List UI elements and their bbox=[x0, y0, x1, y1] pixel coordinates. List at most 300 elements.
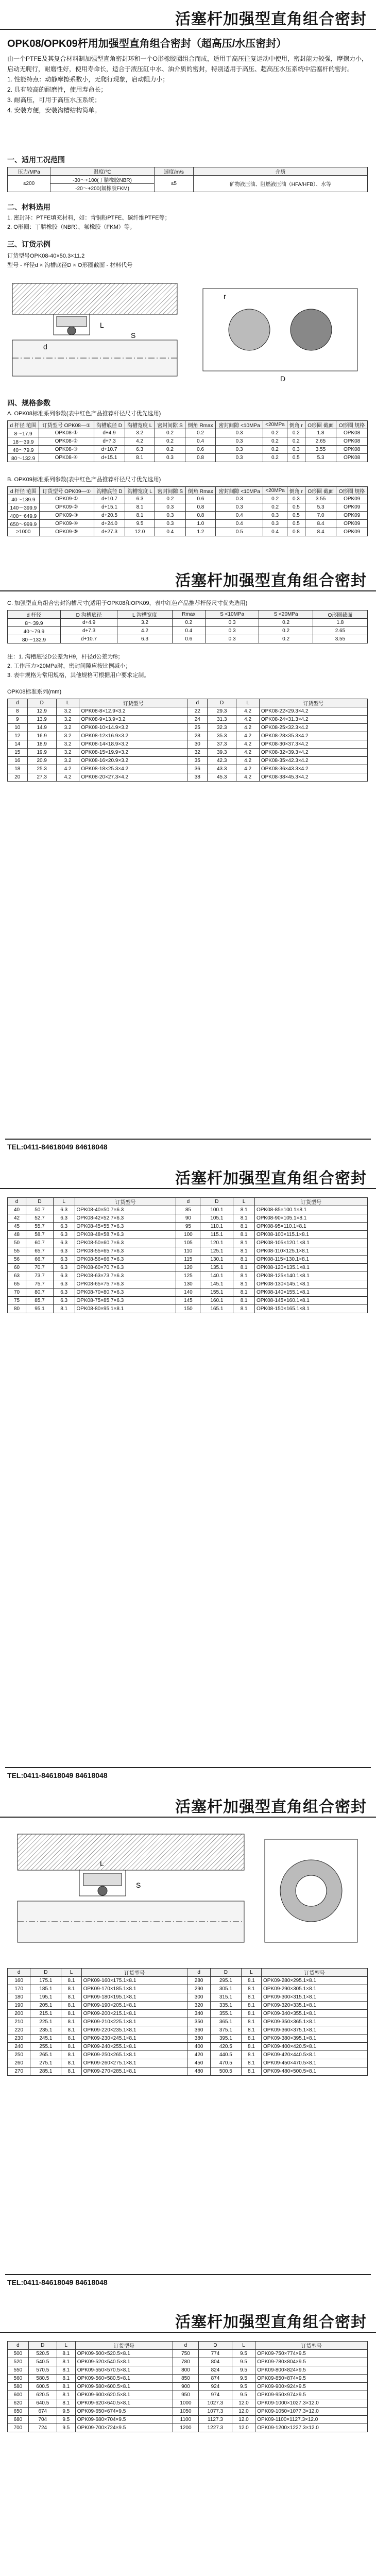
table-cell: OPK09-850×874×9.5 bbox=[255, 2375, 368, 2383]
table-cell: 70.7 bbox=[26, 1264, 54, 1272]
col-header: L bbox=[56, 699, 79, 707]
table-cell: OPK09-170×185.1×8.1 bbox=[81, 1985, 187, 1993]
table-cell: 40～139.9 bbox=[8, 495, 40, 503]
table-cell: 12 bbox=[8, 732, 28, 740]
table-cell: OPK08-③ bbox=[39, 446, 94, 454]
table-cell: OPK09-⑤ bbox=[39, 528, 94, 536]
table-cell: 874 bbox=[199, 2375, 232, 2383]
table-cell: OPK08-60×70.7×6.3 bbox=[75, 1264, 176, 1272]
table-cell: 0.5 bbox=[287, 512, 305, 520]
table-row bbox=[8, 1280, 368, 1289]
table-cell: 0.4 bbox=[185, 437, 216, 446]
table-cell: OPK09-500×520.5×8.1 bbox=[75, 2350, 173, 2358]
table-cell: 6.3 bbox=[53, 1223, 75, 1231]
table-cell: 0.4 bbox=[263, 528, 287, 536]
table-cell: 824 bbox=[199, 2366, 232, 2375]
table-cell: 8.4 bbox=[305, 528, 336, 536]
table-cell: 9.5 bbox=[232, 2375, 255, 2383]
table-cell: 0.4 bbox=[216, 512, 263, 520]
table-cell: OPK08-95×110.1×8.1 bbox=[254, 1223, 367, 1231]
table-cell: 275.1 bbox=[30, 2059, 61, 2067]
table-cell: OPK09-350×365.1×8.1 bbox=[262, 2018, 368, 2026]
col-header: d bbox=[8, 2342, 29, 2350]
table-cell: 3.55 bbox=[305, 446, 336, 454]
col-header: <20MPa bbox=[263, 487, 287, 495]
table-row bbox=[8, 1247, 368, 1256]
table-cell: OPK09-560×580.5×8.1 bbox=[75, 2375, 173, 2383]
table-cell: 52.7 bbox=[26, 1214, 54, 1223]
table-cell: 55 bbox=[8, 1247, 26, 1256]
col-header: O形圈截面 bbox=[313, 611, 367, 619]
table-cell: 4.2 bbox=[236, 740, 259, 749]
col-header: L bbox=[233, 1198, 255, 1206]
table-cell: OPK08-30×37.3×4.2 bbox=[259, 740, 367, 749]
table-cell: 620.5 bbox=[28, 2391, 57, 2399]
table-cell: OPK08-90×105.1×8.1 bbox=[254, 1214, 367, 1223]
table-cell: 0.2 bbox=[155, 446, 185, 454]
table-cell: 58.7 bbox=[26, 1231, 54, 1239]
table-cell: OPK08-18×25.3×4.2 bbox=[79, 765, 187, 773]
table-cell: 950 bbox=[173, 2391, 198, 2399]
table-cell: 42.3 bbox=[208, 757, 236, 765]
table-cell: 0.2 bbox=[263, 503, 287, 512]
table-cell: 8.1 bbox=[241, 2010, 261, 2018]
groove-table bbox=[7, 610, 368, 643]
table-cell: 600 bbox=[8, 2391, 29, 2399]
installation-diagram bbox=[7, 1824, 368, 1958]
table-cell: OPK09-290×305.1×8.1 bbox=[262, 1985, 368, 1993]
table-cell: 6.3 bbox=[53, 1264, 75, 1272]
col-header: 沟槽底径 D bbox=[94, 487, 125, 495]
col-header: 密封间隙 S bbox=[155, 487, 185, 495]
table-row bbox=[8, 716, 368, 724]
table-cell: 28 bbox=[187, 732, 208, 740]
table-row bbox=[8, 2059, 368, 2067]
table-cell: 160 bbox=[8, 1977, 30, 1985]
table-cell: OPK08-75×85.7×6.3 bbox=[75, 1297, 176, 1305]
col-header: 订货型号 bbox=[81, 1969, 187, 1977]
table-cell: OPK08-65×75.7×6.3 bbox=[75, 1280, 176, 1289]
section-heading-1: 一、适用工况范围 bbox=[7, 156, 65, 164]
table-cell: 650 bbox=[8, 2408, 29, 2416]
table-cell: OPK08-12×16.9×3.2 bbox=[79, 732, 187, 740]
col-header: 订货型号 bbox=[79, 699, 187, 707]
table-row bbox=[8, 627, 368, 635]
table-cell: 0.3 bbox=[216, 429, 263, 437]
table-cell: 6.3 bbox=[125, 495, 155, 503]
table-cell: OPK09-480×500.5×8.1 bbox=[262, 2067, 368, 2076]
cell-temp-nbr: -30～+100(丁腈橡胶NBR) bbox=[50, 176, 155, 184]
table-cell: OPK09-360×375.1×8.1 bbox=[262, 2026, 368, 2035]
table-cell: 6.3 bbox=[53, 1297, 75, 1305]
table-cell: 80～132.9 bbox=[8, 454, 39, 462]
table-cell: 4.2 bbox=[236, 707, 259, 716]
table-cell: 8.1 bbox=[57, 2375, 75, 2383]
table-cell: OPK08-40×50.7×6.3 bbox=[75, 1206, 176, 1214]
col-header: L bbox=[61, 1969, 81, 1977]
table-cell: 145 bbox=[176, 1297, 200, 1305]
table-cell: 45.3 bbox=[208, 773, 236, 782]
table-row bbox=[8, 2375, 368, 2383]
table-cell: 0.3 bbox=[155, 503, 185, 512]
table-cell: d+4.9 bbox=[60, 619, 117, 627]
table-cell: 320 bbox=[187, 2002, 210, 2010]
table-cell: 63 bbox=[8, 1272, 26, 1280]
table-cell: 650～999.9 bbox=[8, 520, 40, 528]
table-cell: 3.2 bbox=[56, 732, 79, 740]
page-1 bbox=[0, 0, 376, 562]
table-cell: 3.2 bbox=[125, 429, 155, 437]
table-cell: OPK08-100×115.1×8.1 bbox=[254, 1231, 367, 1239]
table-cell: 900 bbox=[173, 2383, 198, 2391]
feature-item: 4. 安装方便，安装沟槽结构简单。 bbox=[7, 107, 101, 114]
table-cell: 335.1 bbox=[210, 2002, 241, 2010]
col-header: Rmax bbox=[172, 611, 205, 619]
table-cell: 4.2 bbox=[236, 749, 259, 757]
table-cell: OPK08 bbox=[336, 446, 368, 454]
table-cell: 3.55 bbox=[305, 495, 336, 503]
table-cell: 6.3 bbox=[53, 1231, 75, 1239]
table-cell: OPK09-680×704×9.5 bbox=[75, 2416, 173, 2424]
table-cell: OPK09-620×640.5×8.1 bbox=[75, 2399, 173, 2408]
table-cell: 3.2 bbox=[56, 707, 79, 716]
table-2-caption: B. OPK09标准系列参数(表中红色产品推荐杆径尺寸优先选用) bbox=[7, 477, 161, 483]
table-cell: 0.3 bbox=[216, 495, 263, 503]
table-cell: 2.65 bbox=[313, 627, 367, 635]
table-row bbox=[8, 2010, 368, 2018]
table-cell: 1127.3 bbox=[199, 2416, 232, 2424]
table-cell: 9.5 bbox=[232, 2383, 255, 2391]
table-cell: 110.1 bbox=[200, 1223, 233, 1231]
table-cell: 8.1 bbox=[61, 2010, 81, 2018]
col-header: d 杆径 范围 bbox=[8, 487, 40, 495]
table-row bbox=[8, 757, 368, 765]
cell-temp-fkm: -20～+200(氟橡胶FKM) bbox=[50, 184, 155, 192]
table-cell: 16.9 bbox=[27, 732, 56, 740]
table-cell: 380 bbox=[187, 2035, 210, 2043]
table-row bbox=[8, 1256, 368, 1264]
page-5 bbox=[0, 2303, 376, 2576]
table-cell: OPK09-② bbox=[39, 503, 94, 512]
table-cell: OPK08-55×65.7×6.3 bbox=[75, 1247, 176, 1256]
table-cell: 9.5 bbox=[232, 2391, 255, 2399]
size-table-1 bbox=[7, 699, 368, 782]
table-cell: OPK08-8×12.9×3.2 bbox=[79, 707, 187, 716]
table-cell: 0.8 bbox=[185, 454, 216, 462]
table-cell: 19.9 bbox=[27, 749, 56, 757]
table-cell: 0.3 bbox=[155, 454, 185, 462]
table-cell: OPK09-1200×1227.3×12.0 bbox=[255, 2424, 368, 2432]
table-cell: 1.0 bbox=[185, 520, 216, 528]
table-cell: 165.1 bbox=[200, 1305, 233, 1313]
table-row bbox=[8, 2026, 368, 2035]
table-cell: 200 bbox=[8, 2010, 30, 2018]
table-row bbox=[8, 2424, 368, 2432]
col-header: 倒角 Rmax bbox=[185, 487, 216, 495]
table-cell: OPK09-400×420.5×8.1 bbox=[262, 2043, 368, 2051]
table-cell: 0.8 bbox=[287, 528, 305, 536]
table-cell: OPK08-38×45.3×4.2 bbox=[259, 773, 367, 782]
table-cell: 8.1 bbox=[241, 2026, 261, 2035]
table-cell: OPK09 bbox=[336, 520, 368, 528]
col-header: 沟槽底径 D bbox=[94, 421, 125, 429]
table-row bbox=[8, 1297, 368, 1305]
table-row bbox=[8, 2399, 368, 2408]
table-cell: 70 bbox=[8, 1289, 26, 1297]
table-cell: OPK09-900×924×9.5 bbox=[255, 2383, 368, 2391]
table-cell: 30 bbox=[187, 740, 208, 749]
table-cell: 704 bbox=[28, 2416, 57, 2424]
table-cell: 9.5 bbox=[232, 2350, 255, 2358]
table-cell: OPK09-1000×1027.3×12.0 bbox=[255, 2399, 368, 2408]
table-cell: OPK09-200×215.1×8.1 bbox=[81, 2010, 187, 2018]
table-cell: 680 bbox=[8, 2416, 29, 2424]
table-cell: 774 bbox=[199, 2350, 232, 2358]
table-cell: 3.2 bbox=[117, 619, 172, 627]
table-cell: 0.5 bbox=[287, 503, 305, 512]
table-row bbox=[8, 1214, 368, 1223]
table-cell: ≥1000 bbox=[8, 528, 40, 536]
col-header: 订货型号 OPK08—① bbox=[39, 421, 94, 429]
table-cell: OPK09-180×195.1×8.1 bbox=[81, 1993, 187, 2002]
table-cell: 1100 bbox=[173, 2416, 198, 2424]
table-row bbox=[8, 2416, 368, 2424]
table-cell: 175.1 bbox=[30, 1977, 61, 1985]
table-cell: 3.55 bbox=[313, 635, 367, 643]
table-cell: 8.1 bbox=[233, 1256, 255, 1264]
table-cell: OPK08-35×42.3×4.2 bbox=[259, 757, 367, 765]
table-row bbox=[8, 2408, 368, 2416]
cell-speed: ≤5 bbox=[154, 176, 193, 192]
table-cell: OPK09-380×395.1×8.1 bbox=[262, 2035, 368, 2043]
table-cell: 0.2 bbox=[287, 437, 305, 446]
section-heading-3: 三、订货示例 bbox=[7, 240, 50, 248]
table-cell: 285.1 bbox=[30, 2067, 61, 2076]
footer-tel: TEL:0411-84618049 84618048 bbox=[7, 1771, 108, 1780]
table-cell: 50 bbox=[8, 1239, 26, 1247]
table-cell: 66.7 bbox=[26, 1256, 54, 1264]
table-cell: 9.5 bbox=[57, 2416, 75, 2424]
table-row bbox=[8, 1272, 368, 1280]
table-cell: 520.5 bbox=[28, 2350, 57, 2358]
col-header: 压力/MPa bbox=[8, 167, 50, 176]
footer-tel: TEL:0411-84618049 84618048 bbox=[7, 1143, 108, 1151]
table-row bbox=[8, 520, 368, 528]
label-S: S bbox=[131, 331, 136, 340]
col-header: d bbox=[8, 1969, 30, 1977]
intro-paragraph: 由一个PTFE及其复合材料制加强型直角密封环和一个O形橡胶圈组合而成，适用于高压往复运动中使用，密封能力较强，摩擦力小，启动无爬行，耐磨性好，使用寿命长，适合于液压缸中水、油介质的密封，特别适用于高压、超高压水压系统中活塞杆的密封。 bbox=[7, 55, 368, 73]
table-cell: OPK08-42×52.7×6.3 bbox=[75, 1214, 176, 1223]
table-cell: 974 bbox=[199, 2391, 232, 2399]
page-4 bbox=[0, 1788, 376, 2303]
table-cell: 8.1 bbox=[61, 2059, 81, 2067]
order-example-breakdown: 型号 - 杆径d × 沟槽底径D × O形圈截面 - 材料代号 bbox=[7, 262, 133, 268]
table-cell: 305.1 bbox=[210, 1985, 241, 1993]
table-cell: 0.8 bbox=[185, 512, 216, 520]
table-cell: 8.1 bbox=[233, 1264, 255, 1272]
table-cell: 12.0 bbox=[125, 528, 155, 536]
col-header: 速度/m/s bbox=[154, 167, 193, 176]
table-cell: OPK08-15×19.9×3.2 bbox=[79, 749, 187, 757]
table-cell: d+24.0 bbox=[94, 520, 125, 528]
table-row bbox=[8, 2350, 368, 2358]
table-cell: 270 bbox=[8, 2067, 30, 2076]
table-cell: OPK08-145×160.1×8.1 bbox=[254, 1297, 367, 1305]
table-cell: 8 bbox=[8, 707, 28, 716]
table-row bbox=[8, 495, 368, 503]
table-cell: 35.3 bbox=[208, 732, 236, 740]
size-table-2 bbox=[7, 1197, 368, 1313]
table-row bbox=[8, 1231, 368, 1239]
table-cell: 8.1 bbox=[53, 1305, 75, 1313]
col-header: D 沟槽底径 bbox=[60, 611, 117, 619]
table-cell: 600.5 bbox=[28, 2383, 57, 2391]
table-cell: 375.1 bbox=[210, 2026, 241, 2035]
table-cell: OPK09-④ bbox=[39, 520, 94, 528]
table-cell: 22 bbox=[187, 707, 208, 716]
feature-item: 3. 耐高压，可用于高压水压系统； bbox=[7, 96, 101, 104]
table-4-caption: OPK08标准系列(mm) bbox=[7, 689, 62, 695]
label-D: D bbox=[280, 375, 286, 383]
table-cell: 145.1 bbox=[200, 1280, 233, 1289]
page-title: 活塞杆加强型直角组合密封 bbox=[175, 11, 367, 28]
col-header: L 沟槽宽度 bbox=[117, 611, 172, 619]
table-cell: 0.3 bbox=[263, 520, 287, 528]
table-cell: 48 bbox=[8, 1231, 26, 1239]
table-cell: 8.1 bbox=[61, 2043, 81, 2051]
table-cell: 210 bbox=[8, 2018, 30, 2026]
table-cell: 155.1 bbox=[200, 1289, 233, 1297]
table-cell: OPK09-700×724×9.5 bbox=[75, 2424, 173, 2432]
table-cell: OPK08-45×55.7×6.3 bbox=[75, 1223, 176, 1231]
table-cell: OPK08-56×66.7×6.3 bbox=[75, 1256, 176, 1264]
col-header: D bbox=[210, 1969, 241, 1977]
table-cell: 450 bbox=[187, 2059, 210, 2067]
table-cell: 135.1 bbox=[200, 1264, 233, 1272]
table-cell: OPK09-280×295.1×8.1 bbox=[262, 1977, 368, 1985]
table-cell: 15 bbox=[8, 749, 28, 757]
table-cell: OPK08-120×135.1×8.1 bbox=[254, 1264, 367, 1272]
col-header: D bbox=[200, 1198, 233, 1206]
table-cell: OPK08-63×73.7×6.3 bbox=[75, 1272, 176, 1280]
table-cell: 18 bbox=[8, 765, 28, 773]
table-row bbox=[8, 2067, 368, 2076]
table-cell: d+27.3 bbox=[94, 528, 125, 536]
table-cell: OPK09-270×285.1×8.1 bbox=[81, 2067, 187, 2076]
table-cell: OPK09-210×225.1×8.1 bbox=[81, 2018, 187, 2026]
table-cell: 8.1 bbox=[61, 1985, 81, 1993]
table-cell: 5.3 bbox=[305, 503, 336, 512]
table-cell: 4.2 bbox=[56, 773, 79, 782]
table-cell: 295.1 bbox=[210, 1977, 241, 1985]
order-example bbox=[7, 251, 369, 270]
table-cell: 1.2 bbox=[185, 528, 216, 536]
col-header: 倒角 r bbox=[287, 421, 305, 429]
col-header: d 杆径 bbox=[8, 611, 61, 619]
table-row bbox=[8, 2043, 368, 2051]
table-cell: 0.3 bbox=[216, 454, 263, 462]
table-cell: 170 bbox=[8, 1985, 30, 1993]
table-cell: 0.5 bbox=[287, 454, 305, 462]
table-cell: OPK08-④ bbox=[39, 454, 94, 462]
table-cell: 95 bbox=[176, 1223, 200, 1231]
table-cell: 18～39.9 bbox=[8, 437, 39, 446]
col-header: O形圈 规格 bbox=[336, 487, 368, 495]
table-row bbox=[8, 2391, 368, 2399]
table-cell: OPK09 bbox=[336, 512, 368, 520]
table-cell: 724 bbox=[28, 2424, 57, 2432]
table-cell: 24 bbox=[187, 716, 208, 724]
table-cell: 18.9 bbox=[27, 740, 56, 749]
table-cell: 0.6 bbox=[185, 495, 216, 503]
table-cell: 85 bbox=[176, 1206, 200, 1214]
table-cell: 8.1 bbox=[57, 2366, 75, 2375]
table-row bbox=[8, 2358, 368, 2366]
table-cell: OPK09-550×570.5×8.1 bbox=[75, 2366, 173, 2375]
col-header: d bbox=[187, 1969, 210, 1977]
table-cell: 4.2 bbox=[125, 437, 155, 446]
table-cell: 4.2 bbox=[236, 757, 259, 765]
table-cell: 75 bbox=[8, 1297, 26, 1305]
table-cell: 85.7 bbox=[26, 1297, 54, 1305]
table-cell: 8.1 bbox=[61, 2002, 81, 2010]
table-cell: 8.1 bbox=[233, 1297, 255, 1305]
table-cell: 350 bbox=[187, 2018, 210, 2026]
table-cell: d+4.9 bbox=[94, 429, 125, 437]
table-row bbox=[8, 1993, 368, 2002]
table-cell: 6.3 bbox=[117, 635, 172, 643]
table-row bbox=[8, 619, 368, 627]
feature-item: 1. 性能特点：动静摩擦系数小，无爬行现象，启动阻力小； bbox=[7, 76, 169, 83]
table-cell: 8.1 bbox=[233, 1272, 255, 1280]
table-row bbox=[8, 528, 368, 536]
table-cell: 105.1 bbox=[200, 1214, 233, 1223]
intro-text bbox=[7, 54, 369, 115]
table-cell: 6.3 bbox=[125, 446, 155, 454]
table-cell: OPK08-20×27.3×4.2 bbox=[79, 773, 187, 782]
table-row bbox=[8, 707, 368, 716]
table-cell: 120 bbox=[176, 1264, 200, 1272]
table-row bbox=[8, 2002, 368, 2010]
table-cell: OPK08-48×58.7×6.3 bbox=[75, 1231, 176, 1239]
table-cell: OPK09 bbox=[336, 495, 368, 503]
table-cell: 1027.3 bbox=[199, 2399, 232, 2408]
label-r: r bbox=[224, 292, 226, 300]
table-cell: 125.1 bbox=[200, 1247, 233, 1256]
table-cell: 7.0 bbox=[305, 512, 336, 520]
cell-pressure: ≤200 bbox=[8, 176, 50, 192]
table-cell: 0.3 bbox=[216, 503, 263, 512]
table-cell: OPK09-450×470.5×8.1 bbox=[262, 2059, 368, 2067]
table-cell: 205.1 bbox=[30, 2002, 61, 2010]
table-cell: 6.3 bbox=[53, 1272, 75, 1280]
table-cell: 580.5 bbox=[28, 2375, 57, 2383]
table-cell: 39.3 bbox=[208, 749, 236, 757]
table-cell: 50.7 bbox=[26, 1206, 54, 1214]
table-cell: 1077.3 bbox=[199, 2408, 232, 2416]
table-cell: 0.5 bbox=[287, 520, 305, 528]
table-cell: OPK08-110×125.1×8.1 bbox=[254, 1247, 367, 1256]
table-cell: 125 bbox=[176, 1272, 200, 1280]
col-header: 介质 bbox=[193, 167, 367, 176]
size-table-4 bbox=[7, 2341, 368, 2432]
col-header: D bbox=[199, 2342, 232, 2350]
table-cell: 280 bbox=[187, 1977, 210, 1985]
table-cell: 3.2 bbox=[56, 724, 79, 732]
table-cell: 9 bbox=[8, 716, 28, 724]
footer-tel: TEL:0411-84618049 84618048 bbox=[7, 2278, 108, 2286]
table-cell: 140～399.9 bbox=[8, 503, 40, 512]
